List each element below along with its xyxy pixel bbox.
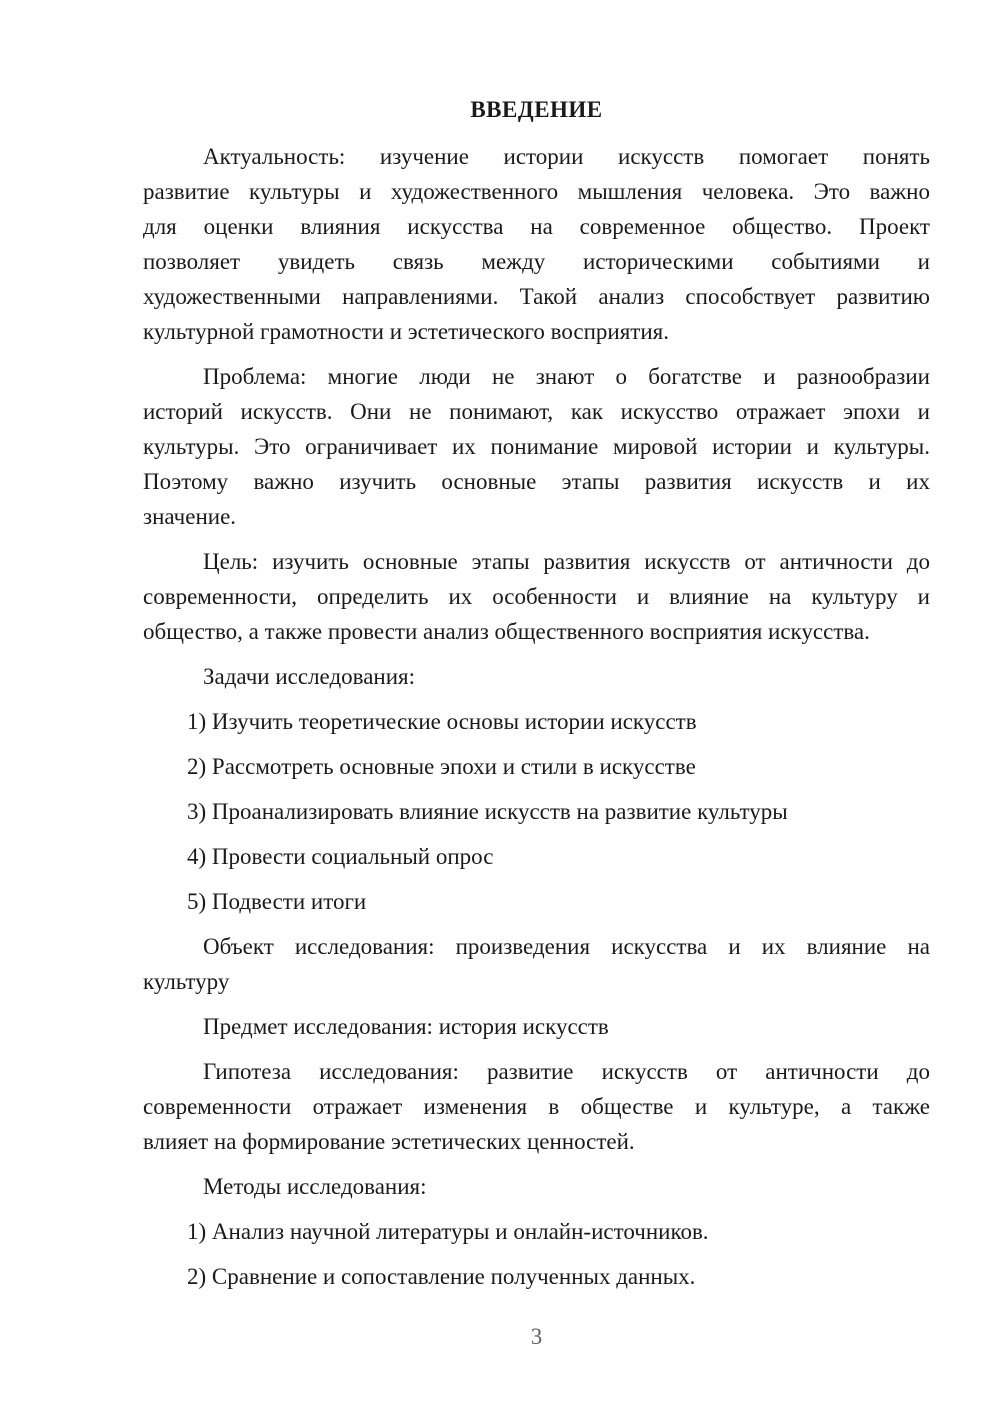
text-line: культурной грамотности и эстетического восприятия. xyxy=(143,319,669,344)
text-line: значение. xyxy=(143,504,237,529)
text-line: влияет на формирование эстетических ценностей. xyxy=(143,1129,635,1154)
text-line: Поэтому важно изучить основные этапы развития искусств и их xyxy=(143,469,930,494)
paragraph xyxy=(143,1054,930,1159)
list-item: 1) Анализ научной литературы и онлайн-источников. xyxy=(187,1219,709,1244)
text-line: историй искусств. Они не понимают, как искусство отражает эпохи и xyxy=(143,399,930,424)
text-line: Объект исследования: произведения искусства и их влияние на xyxy=(203,934,930,959)
text-line: художественными направлениями. Такой анализ способствует развитию xyxy=(143,284,930,309)
text-line: Цель: изучить основные этапы развития искусств от античности до xyxy=(203,549,930,574)
text-line: Методы исследования: xyxy=(203,1174,427,1199)
text-line: Задачи исследования: xyxy=(203,664,416,689)
text-line: Проблема: многие люди не знают о богатстве и разнообразии xyxy=(203,364,930,389)
paragraph xyxy=(143,359,930,534)
text-line: Гипотеза исследования: развитие искусств от античности до xyxy=(203,1059,930,1084)
page-title: ВВЕДЕНИЕ xyxy=(470,97,603,122)
text-line: культуру xyxy=(143,969,230,994)
text-line: Актуальность: изучение истории искусств помогает понять xyxy=(203,144,930,169)
list-item: 4) Провести социальный опрос xyxy=(187,844,494,869)
text-line: для оценки влияния искусства на современное общество. Проект xyxy=(143,214,930,239)
text-line: позволяет увидеть связь между историческими событиями и xyxy=(143,249,930,274)
document-content xyxy=(143,92,930,1354)
text-line: общество, а также провести анализ общественного восприятия искусства. xyxy=(143,619,870,644)
list-item: 5) Подвести итоги xyxy=(187,889,367,914)
page-number: 3 xyxy=(530,1324,543,1349)
text-line: Предмет исследования: история искусств xyxy=(203,1014,609,1039)
paragraph xyxy=(143,929,930,999)
text-line: культуры. Это ограничивает их понимание мировой истории и культуры. xyxy=(143,434,930,459)
paragraph xyxy=(143,544,930,649)
paragraph xyxy=(143,139,930,349)
paragraph xyxy=(143,1169,930,1204)
list-item: 2) Рассмотреть основные эпохи и стили в искусстве xyxy=(187,754,696,779)
list-item: 2) Сравнение и сопоставление полученных данных. xyxy=(187,1264,696,1289)
list-item: 1) Изучить теоретические основы истории искусств xyxy=(187,709,697,734)
paragraph xyxy=(143,1009,930,1044)
text-line: развитие культуры и художественного мышления человека. Это важно xyxy=(143,179,930,204)
list-item: 3) Проанализировать влияние искусств на развитие культуры xyxy=(187,799,788,824)
text-line: современности отражает изменения в обществе и культуре, а также xyxy=(143,1094,930,1119)
paragraph xyxy=(143,659,930,694)
text-line: современности, определить их особенности и влияние на культуру и xyxy=(143,584,930,609)
